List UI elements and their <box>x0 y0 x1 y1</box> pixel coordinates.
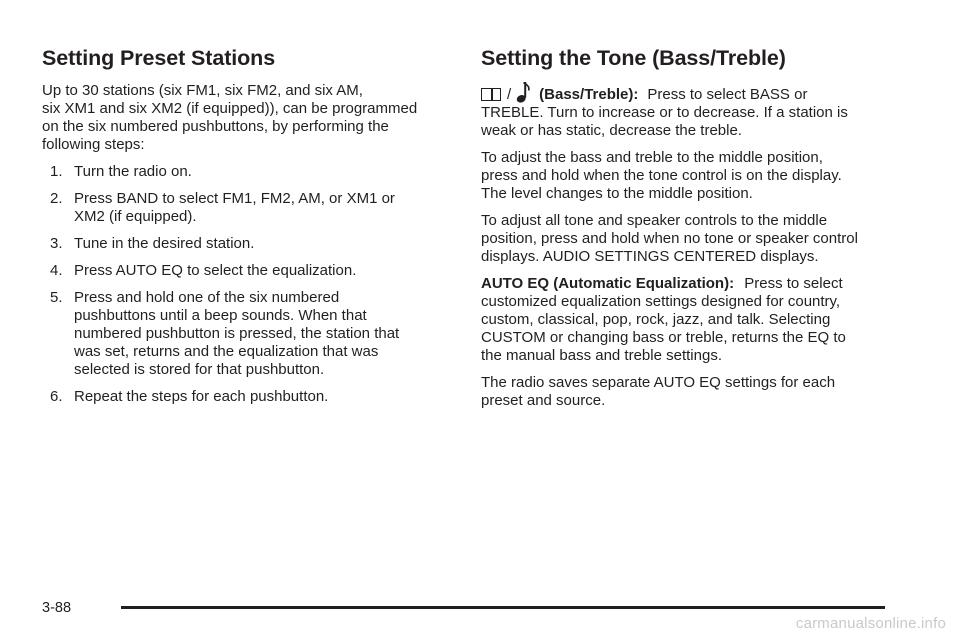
page-number: 3-88 <box>42 600 72 616</box>
list-item: 6. Repeat the steps for each pushbutton. <box>50 388 329 405</box>
icon-separator: / <box>507 86 512 103</box>
footer-rule <box>121 606 885 609</box>
auto-eq-saves-paragraph: The radio saves separate AUTO EQ settings for each preset and source. <box>481 374 836 409</box>
list-item: 4. Press AUTO EQ to select the equalization. <box>50 262 357 279</box>
music-note-icon <box>515 82 531 104</box>
list-item: 1. Turn the radio on. <box>50 163 192 180</box>
tone-description: TREBLE. Turn to increase or to decrease. If a station is weak or has static, decrease the treble. <box>481 104 848 139</box>
right-column <box>481 44 911 419</box>
middle-position-paragraph: To adjust the bass and treble to the middle position, press and hold when the tone control is on the display. The level changes to the middle position. <box>481 149 842 202</box>
tone-knob-icon <box>481 88 501 101</box>
watermark-text: carmanualsonline.info <box>795 615 946 632</box>
section-heading-preset-stations: Setting Preset Stations <box>42 46 276 70</box>
section-heading-tone: Setting the Tone (Bass/Treble) <box>481 46 786 70</box>
tone-control-row <box>481 82 911 104</box>
list-item: 3. Tune in the desired station. <box>50 235 255 252</box>
all-tone-paragraph: To adjust all tone and speaker controls to the middle position, press and hold when no tone or speaker control displays. AUDIO SETTINGS CENTERED displays. <box>481 212 858 265</box>
preset-intro-paragraph: Up to 30 stations (six FM1, six FM2, and six AM, six XM1 and six XM2 (if equipped)), can be programmed on the six numbered pushbuttons, by performing the following steps: <box>42 82 418 153</box>
tone-label: (Bass/Treble): <box>539 86 639 103</box>
auto-eq-label: AUTO EQ (Automatic Equalization): <box>481 275 735 292</box>
list-item: 2. Press BAND to select FM1, FM2, AM, or XM1 or XM2 (if equipped). <box>50 190 395 225</box>
auto-eq-paragraph: AUTO EQ (Automatic Equalization): Press to select customized equalization settings designed for country, custom, classical, pop, rock, jazz, and talk. Selecting CUSTOM or changing bass or treble, returns the EQ to the manual bass and treble settings. <box>481 275 846 364</box>
list-item: 5. Press and hold one of the six numbered pushbuttons until a beep sounds. When that numbered pushbutton is pressed, the station that was set, returns and the equalization that was selected is stored for that pushbutton. <box>50 289 400 378</box>
preset-steps-list <box>42 163 442 406</box>
tone-line1-text: Press to select BASS or <box>647 86 808 103</box>
left-column <box>42 44 442 415</box>
